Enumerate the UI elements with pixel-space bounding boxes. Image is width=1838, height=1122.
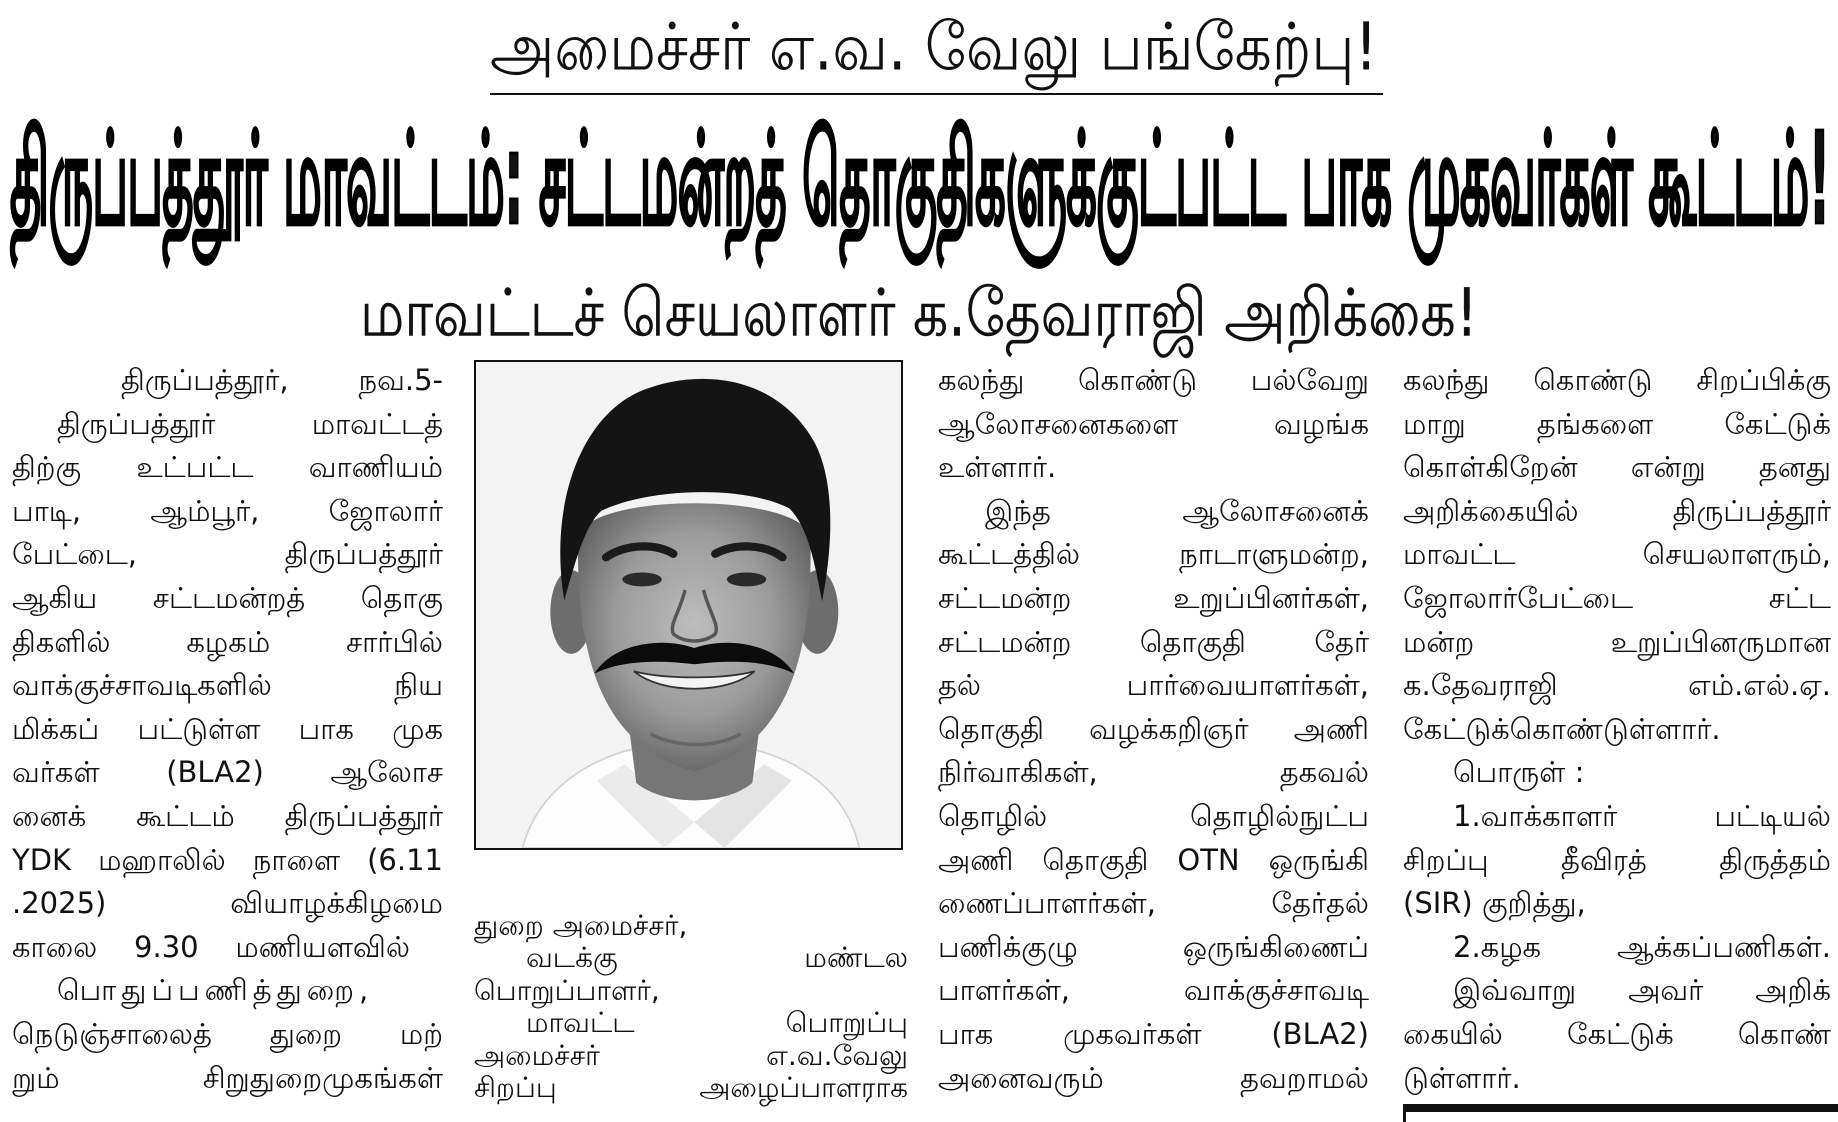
portrait-image — [476, 362, 901, 848]
text-line: மிக்கப் பட்டுள்ள பாக முக — [12, 711, 443, 746]
text-line: பாளர்கள், வாக்குச்சாவடி — [938, 973, 1369, 1008]
text-line: உள்ளார். — [938, 450, 1057, 485]
text-line: திருப்பத்தூர் மாவட்டத் — [57, 406, 443, 441]
kicker-headline — [490, 10, 1378, 86]
text-line: திற்கு உட்பட்ட வாணியம் — [12, 450, 443, 485]
kicker-rule — [490, 93, 1383, 95]
adjacent-box-border — [1403, 1104, 1838, 1122]
sub-headline — [360, 276, 1478, 352]
text-line: துறை அமைச்சர், — [474, 909, 688, 942]
text-line: காலை 9.30 மணியளவில் — [12, 929, 410, 964]
text-line: பொறுப்பாளர், — [474, 973, 660, 1007]
text-line: .2025) வியாழக்கிழமை — [12, 886, 443, 921]
subject-label: பொருள் : — [1453, 755, 1585, 790]
text-line: ஆலோசனைகளை வழங்க — [938, 406, 1369, 441]
main-headline — [10, 106, 1830, 252]
headline-text: திருப்பத்தூர் மாவட்டம்: சட்டமன்றத் தொகுதிகளுக்குட்பட்ட பாக முகவர்கள் கூட்டம்! — [10, 104, 1830, 254]
article-column-2 — [474, 910, 908, 1104]
text-line: திகளில் கழகம் சார்பில் — [12, 624, 443, 659]
kicker-text: அமைச்சர் எ.வ. வேலு பங்கேற்பு! — [490, 8, 1378, 86]
agenda-item-2: 2.கழக ஆக்கப்பணிகள். — [1453, 929, 1831, 964]
article-column-3 — [938, 359, 1369, 1100]
subheadline-text: மாவட்டச் செயலாளர் க.தேவராஜி அறிக்கை! — [360, 274, 1478, 352]
text-line: ஜோலார்பேட்டை சட்ட — [1403, 580, 1831, 615]
dateline: திருப்பத்தூர், நவ.5- — [121, 363, 443, 397]
text-line: டுள்ளார். — [1403, 1060, 1521, 1095]
text-line: சிறப்பு தீவிரத் திருத்தம் — [1403, 842, 1831, 877]
text-line: வர்கள் (BLA2) ஆலோச — [12, 755, 443, 790]
text-line: தொகுதி வழக்கறிஞர் அணி — [938, 711, 1369, 746]
text-line: இவ்வாறு அவர் அறிக் — [1453, 973, 1831, 1008]
text-line: தல் பார்வையாளர்கள், — [938, 668, 1369, 703]
text-line: ணைப்பாளர்கள், தேர்தல் — [938, 886, 1369, 921]
text-line: றும் சிறுதுறைமுகங்கள் — [12, 1060, 443, 1095]
article-column-1 — [12, 359, 443, 1100]
text-line: கொள்கிறேன் என்று தனது — [1403, 450, 1831, 485]
text-line: கலந்து கொண்டு சிறப்பிக்கு — [1403, 363, 1831, 397]
text-line: சிறப்பு அழைப்பாளராக — [474, 1070, 908, 1104]
text-line: தொழில் தொழில்நுட்ப — [938, 798, 1369, 833]
text-line: பொதுப்பணித்துறை, — [57, 973, 374, 1008]
article-column-4 — [1403, 359, 1831, 1100]
text-line: சட்டமன்ற தொகுதி தேர் — [938, 624, 1369, 659]
text-line: (SIR) குறித்து, — [1403, 886, 1586, 921]
text-line: னைக் கூட்டம் திருப்பத்தூர் — [12, 798, 443, 833]
text-line: சட்டமன்ற உறுப்பினர்கள், — [938, 580, 1369, 615]
agenda-item-1: 1.வாக்காளர் பட்டியல் — [1453, 798, 1831, 833]
text-line: பாடி, ஆம்பூர், ஜோலார் — [12, 493, 443, 528]
text-line: கலந்து கொண்டு பல்வேறு — [938, 363, 1369, 397]
text-line: பணிக்குழு ஒருங்கிணைப் — [938, 929, 1369, 964]
text-line: க.தேவராஜி எம்.எல்.ஏ. — [1403, 668, 1831, 703]
text-line: இந்த ஆலோசனைக் — [985, 493, 1369, 528]
text-line: பேட்டை, திருப்பத்தூர் — [12, 537, 443, 572]
text-line: அறிக்கையில் திருப்பத்தூர் — [1403, 493, 1831, 528]
text-line: YDK மஹாலில் நாளை (6.11 — [12, 842, 443, 877]
text-line: அனைவரும் தவறாமல் — [938, 1060, 1369, 1095]
text-line: மாறு தங்களை கேட்டுக் — [1403, 406, 1831, 441]
text-line: மாவட்ட செயலாளரும், — [1403, 537, 1831, 572]
text-line: நெடுஞ்சாலைத் துறை மற் — [12, 1016, 443, 1051]
portrait-photo — [474, 360, 903, 850]
text-line: பாக முகவர்கள் (BLA2) — [938, 1016, 1369, 1051]
text-line: கையில் கேட்டுக் கொண் — [1403, 1016, 1831, 1051]
text-line: மாவட்ட பொறுப்பு — [526, 1006, 908, 1040]
text-line: நிர்வாகிகள், தகவல் — [938, 755, 1369, 790]
text-line: மன்ற உறுப்பினருமான — [1403, 624, 1831, 659]
text-line: கேட்டுக்கொண்டுள்ளார். — [1403, 711, 1721, 746]
text-line: வடக்கு மண்டல — [526, 941, 908, 975]
text-line: அமைச்சர் எ.வ.வேலு — [474, 1038, 908, 1072]
text-line: வாக்குச்சாவடிகளில் நிய — [12, 668, 443, 703]
text-line: ஆகிய சட்டமன்றத் தொகு — [12, 580, 443, 615]
text-line: கூட்டத்தில் நாடாளுமன்ற, — [938, 537, 1369, 572]
text-line: அணி தொகுதி OTN ஒருங்கி — [938, 842, 1369, 877]
